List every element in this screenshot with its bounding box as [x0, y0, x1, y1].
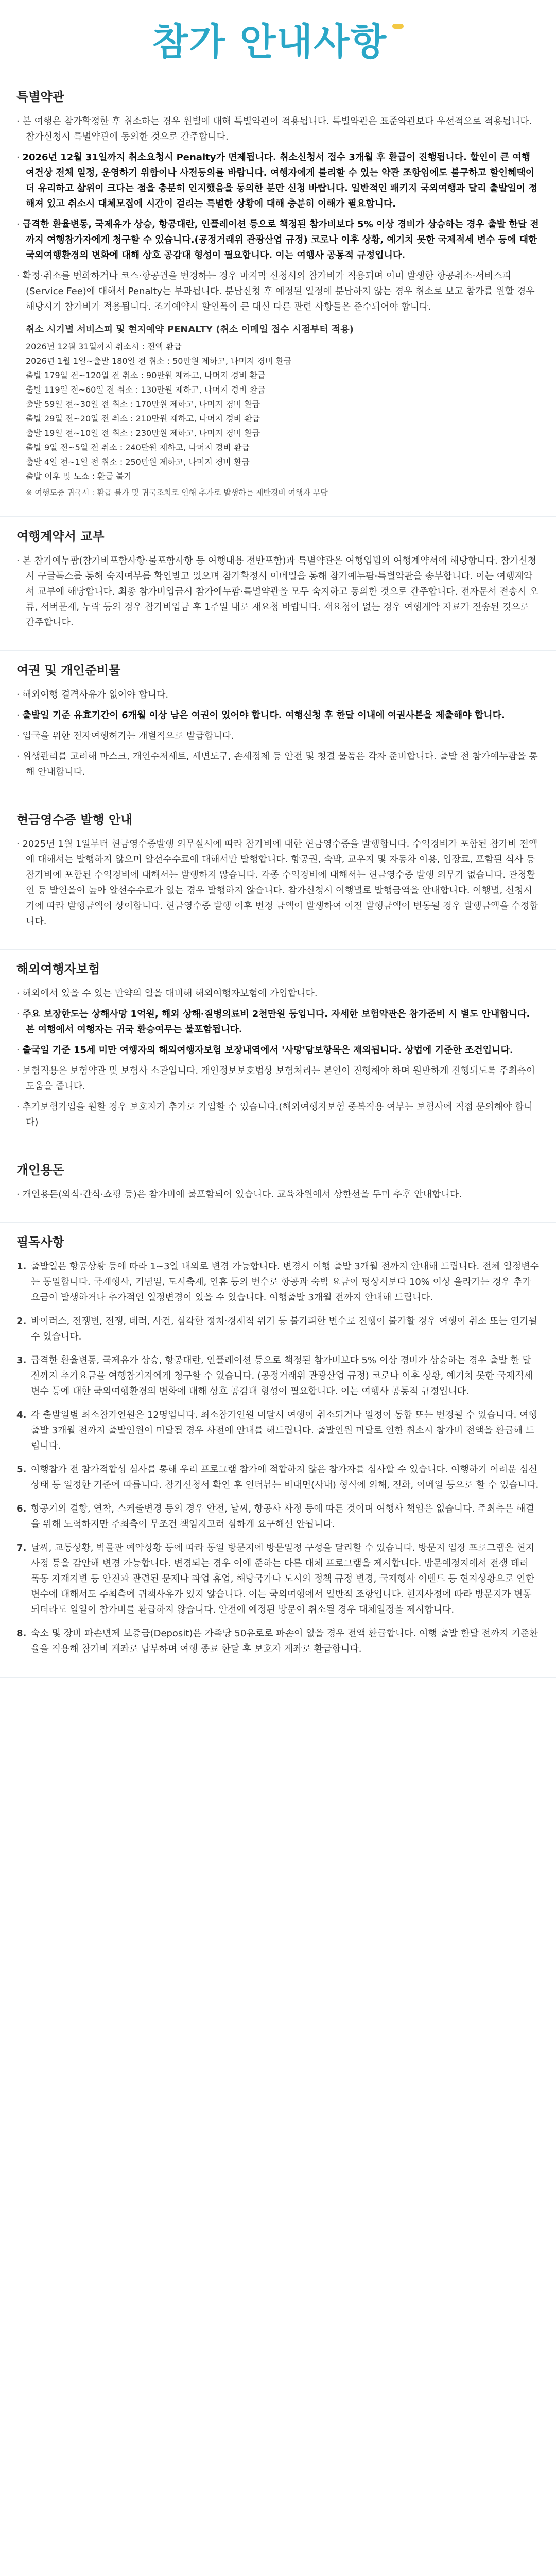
- bullet: · 2025년 1월 1일부터 현금영수증발행 의무실시에 따라 참가비에 대한 현금영수증을 발행합니다. 수익경비가 포함된 참가비 전액에 대해서는 발행하지 않으며 알선수수료에 대해서만 발행합니다. 항공권, 숙박, 교우지 및 자동차 이용, 입장료, 포함된 식사 등 참가비에 포함된 수익경비에 대해서는 발행하지 않습니다. 각종 수익경비에 대해서는 현금영수증 발행 의무가 없습니다. 관청활인 등 발인을이 높아 알선수수료가 없는 경우 발행하지 않습니다. 참가신청시 여행별로 발행금액을 안내합니다. 여행별, 신청시기에 따라 발행금액이 상이합니다. 현금영수증 발행 이후 변경 금액이 발생하여 이전 발행금액이 변동될 경우 발행금액을 수정합니다.: [16, 839, 538, 927]
- section-title: 특별약관: [16, 90, 64, 104]
- bullet: · 본 여행은 참가확정한 후 취소하는 경우 원별에 대해 특별약관이 적용됩니다. 특별약관은 표준약관보다 우선적으로 적용됩니다. 참가신청시 특별약관에 동의한 것으로 간주합니다.: [16, 116, 532, 142]
- bullet: · 주요 보장한도는 상해사망 1억원, 해외 상해·질병의료비 2천만원 등입니다. 자세한 보험약관은 참가준비 시 별도 안내합니다. 본 여행에서 여행자는 귀국 환승여무는 불포함됩니다.: [16, 1009, 530, 1035]
- section-title: 여권 및 개인준비물: [16, 663, 121, 677]
- receipt-bullets: [16, 837, 540, 929]
- contract-bullets: [16, 553, 540, 631]
- bullet: · 출발일 기준 유효기간이 6개월 이상 남은 여권이 있어야 합니다. 여행신청 후 한달 이내에 여권사본을 제출해야 합니다.: [16, 710, 505, 721]
- notice-item: 7. 날씨, 교통상황, 박물관 예약상황 등에 따라 동일 방문지에 방문일정 구성을 달리할 수 있습니다. 방문지 입장 프로그램은 현지 사정 등을 감안해 변경 가능합니다. 변경되는 경우 이에 준하는 다른 대체 프로그램을 제시합니다. 방문예정지에서 전쟁 데러 폭동 자재지변 등 안전과 관련된 문제나 파업 휴업, 해당국가나 도시의 정책 규정 변경, 국제행사 이벤트 등 현지상황으로 인한 변수에 대해서도 주최측에 귀책사유가 있지 않습니다. 이는 국외여행에서 일반적 조항입니다. 현지사정에 따라 방문지가 변동되더라도 일일이 참가비를 환급하지 않습니다. 안전에 예정된 방문이 취소될 경우 대체일정을 제시합니다.: [16, 1543, 535, 1615]
- penalty-row: 출발 4일 전~1일 전 취소 : 250만원 제하고, 나머지 경비 환급: [26, 457, 250, 467]
- bullet: · 해외여행 결격사유가 없어야 합니다.: [16, 689, 169, 700]
- bullet: · 해외에서 있을 수 있는 만약의 일을 대비해 해외여행자보험에 가입합니다.: [16, 988, 318, 999]
- penalty-row: 출발 179일 전~120일 전 취소 : 90만원 제하고, 나머지 경비 환급: [26, 370, 266, 380]
- insurance-bullets: [16, 986, 540, 1130]
- page-title: 참가 안내사항: [152, 20, 388, 63]
- title-decoration: [392, 24, 404, 29]
- notice-item: 2. 바이러스, 전쟁변, 전쟁, 테러, 사건, 심각한 정치·경제적 위기 등 불가피한 변수로 진행이 불가할 경우 여행이 취소 또는 연기될 수 있습니다.: [16, 1316, 537, 1342]
- penalty-row: 출발 이후 및 노쇼 : 환급 불가: [26, 471, 132, 481]
- bullet: · 위생관리를 고려해 마스크, 개인수저세트, 세면도구, 손세정제 등 안전 및 청결 물품은 각자 준비합니다. 출발 전 참가예누팜을 통해 안내합니다.: [16, 751, 538, 777]
- notice-item: 8. 숙소 및 장비 파손면제 보증금(Deposit)은 가족당 50유로로 파손이 없을 경우 전액 환급합니다. 여행 출발 한달 전까지 기준환율을 적용해 참가비 계좌로 납부하며 여행 종료 한달 후 보호자 계좌로 환급합니다.: [16, 1628, 538, 1654]
- section-personal-money: [0, 1150, 556, 1223]
- bullet: · 입국을 위한 전자여행허가는 개별적으로 발급합니다.: [16, 731, 234, 741]
- penalty-row: 출발 59일 전~30일 전 취소 : 170만원 제하고, 나머지 경비 환급: [26, 399, 260, 409]
- penalty-box: [26, 322, 540, 498]
- notice-item: 1. 출발일은 항공상황 등에 따라 1~3일 내외로 변경 가능합니다. 변경시 여행 출발 3개월 전까지 안내해 드립니다. 전체 일정변수는 동일합니다. 국제행사, 기념일, 도시축제, 연휴 등의 변수로 항공과 숙박 요금이 평상시보다 10% 이상 올라가는 경우 추가요금이 발생하거나 추가적인 일정변경이 있을 수 있습니다. 여행출발 3개월 전까지 안내해 드립니다.: [16, 1261, 540, 1303]
- penalty-note: ※ 여행도중 귀국시 : 환급 불가 및 귀국조치로 인해 추가로 발생하는 제반경비 여행자 부담: [26, 488, 328, 497]
- bullet: · 2026년 12월 31일까지 취소요청시 Penalty가 면제됩니다. 취소신청서 접수 3개월 후 환급이 진행됩니다. 할인이 큰 여행 여건상 전체 일정, 운영하기 위함이나 사전동의를 바랍니다. 여행자에게 불리할 수 있는 약관 조항임에도 불구하고 할인혜택이 더 유리하고 삶위이 크다는 점을 충분히 인지했음을 동의한 분만 신청 바랍니다. 일반적인 패키지 국외여행과 달리 출발일이 정해져 있고 취소시 대체모집에 시간이 걸리는 특별한 상황에 대해 충분히 이해가 필요합니다.: [16, 152, 537, 209]
- bullet: · 출국일 기준 15세 미만 여행자의 해외여행자보험 보장내역에서 '사망'담보항목은 제외됩니다. 상법에 기준한 조건입니다.: [16, 1045, 513, 1056]
- bullet: · 본 참가예누팜(참가비포함사항·불포함사항 등 여행내용 전반포함)과 특별약관은 여행업법의 여행계약서에 해당합니다. 참가신청시 구글독스를 통해 숙지여부를 확인받고 있으며 참가확정시 이메일을 통해 참가예누팜·특별약관을 송부합니다. 이는 여행계약서 교부에 해당합니다. 최종 참가비입금시 참가에누팜·특별약관을 모두 숙지하고 동의한 것으로 간주합니다. 전자문서 전송시 오류, 서버문제, 누락 등의 경우 참가비입금 후 1주일 내로 재요청 바랍니다. 재요청이 없는 경우 여행계약 자료가 전송된 것으로 간주합니다.: [16, 555, 538, 628]
- notice-item: 6. 항공기의 결항, 연착, 스케줄변경 등의 경우 안전, 날씨, 항공사 사정 등에 따른 것이며 여행사 책임은 없습니다. 주최측은 해결을 위해 노력하지만 주최측이 무조건 책임지고러 심하게 요구해선 안됩니다.: [16, 1503, 534, 1530]
- bullet: · 급격한 환율변동, 국제유가 상승, 항공대란, 인플레이션 등으로 책정된 참가비보다 5% 이상 경비가 상승하는 경우 출발 한달 전까지 여행참가자에게 청구할 수 있습니다.(공정거래위 관광산업 규정) 코로나 이후 상황, 예기치 못한 국제적세 변수 등에 대한 국외여행환경의 변화에 대해 상호 공감대 형성이 필요합니다. 이는 여행사 공통적 규정입니다.: [16, 219, 539, 261]
- notice-item: 4. 각 출발일별 최소참가인원은 12명입니다. 최소참가인원 미달시 여행이 취소되거나 일정이 통합 또는 변경될 수 있습니다. 여행출발 3개월 전까지 출발인원이 미달될 경우 사전에 안내를 해드립니다. 출발인원 미달로 인한 취소시 참가비 전액을 환급해 드립니다.: [16, 1410, 537, 1451]
- section-insurance: [0, 950, 556, 1150]
- notice-list: [16, 1259, 540, 1657]
- section-passport: [0, 651, 556, 800]
- penalty-row: 2026년 1월 1일~출발 180일 전 취소 : 50만원 제하고, 나머지 경비 환급: [26, 356, 292, 366]
- notice-item: 3. 급격한 환율변동, 국제유가 상승, 항공대란, 인플레이션 등으로 책정된 참가비보다 5% 이상 경비가 상승하는 경우 출발 한 달 전까지 추가요금을 여행참가자에게 청구할 수 있습니다. (공정거래위 관광산업 규정) 코로나 이후 상황, 예기치 못한 국제적세 변수 등에 대한 국외여행환경의 변화에 대해 상호 공감대 형성이 필요합니다. 이는 여행사 공통적 규정입니다.: [16, 1355, 533, 1397]
- penalty-row: 출발 29일 전~20일 전 취소 : 210만원 제하고, 나머지 경비 환급: [26, 414, 260, 423]
- section-must-read: [0, 1223, 556, 1678]
- bullet: · 보험적용은 보험약관 및 보험사 소관입니다. 개인정보보호법상 보험처리는 본인이 진행해야 하며 원만하게 진행되도록 주최측이 도움을 줍니다.: [16, 1065, 535, 1092]
- notice-item: 5. 여행참가 전 참가적합성 심사를 통해 우리 프로그램 참가에 적합하지 않은 참가자를 심사할 수 있습니다. 여행하기 어려운 심신상태 등 일정한 기준에 따릅니다. 참가신청서 확인 후 인터뷰는 비대면(사내) 형식에 의해, 전화, 이메일 등으로 할 수 있습니다.: [16, 1464, 539, 1490]
- section-contract: [0, 517, 556, 651]
- section-title: 필독사항: [16, 1235, 64, 1249]
- section-title: 여행계약서 교부: [16, 529, 105, 544]
- bullet: · 개인용돈(외식·간식·쇼핑 등)은 참가비에 불포함되어 있습니다. 교육차원에서 상한선을 두며 추후 안내합니다.: [16, 1189, 462, 1200]
- section-receipt: [0, 800, 556, 950]
- special-bullets: [16, 114, 540, 315]
- section-special-terms: [0, 77, 556, 517]
- section-title: 현금영수증 발행 안내: [16, 812, 133, 827]
- penalty-row: 2026년 12월 31일까지 취소시 : 전액 환급: [26, 342, 182, 351]
- page-header: [0, 0, 556, 77]
- penalty-row: 출발 19일 전~10일 전 취소 : 230만원 제하고, 나머지 경비 환급: [26, 428, 260, 438]
- section-title: 개인용돈: [16, 1163, 64, 1177]
- bullet: · 확정·취소를 변화하거나 코스·항공권을 변경하는 경우 마지막 신청시의 참가비가 적용되며 이미 발생한 항공취소·서비스피(Service Fee)에 대해서 Penalty는 부과됩니다. 분납신청 후 예정된 일정에 분납하지 않는 경우 취소로 보고 참가를 원할 경우 해당시기 참가비가 적용됩니다. 조기예약시 할인폭이 큰 대신 다른 관련 사항들은 준수되어야 합니다.: [16, 270, 535, 312]
- personal-bullets: [16, 1187, 540, 1202]
- bullet: · 추가보험가입을 원할 경우 보호자가 추가로 가입할 수 있습니다.(해외여행자보험 중복적용 여부는 보험사에 직접 문의해야 합니다): [16, 1101, 533, 1128]
- section-title: 해외여행자보험: [16, 962, 100, 976]
- passport-bullets: [16, 687, 540, 780]
- penalty-row: 출발 9일 전~5일 전 취소 : 240만원 제하고, 나머지 경비 환급: [26, 443, 250, 452]
- penalty-title: 취소 시기별 서비스피 및 현지예약 PENALTY (취소 이메일 접수 시점부터 적용): [26, 324, 354, 335]
- penalty-row: 출발 119일 전~60일 전 취소 : 130만원 제하고, 나머지 경비 환급: [26, 385, 266, 395]
